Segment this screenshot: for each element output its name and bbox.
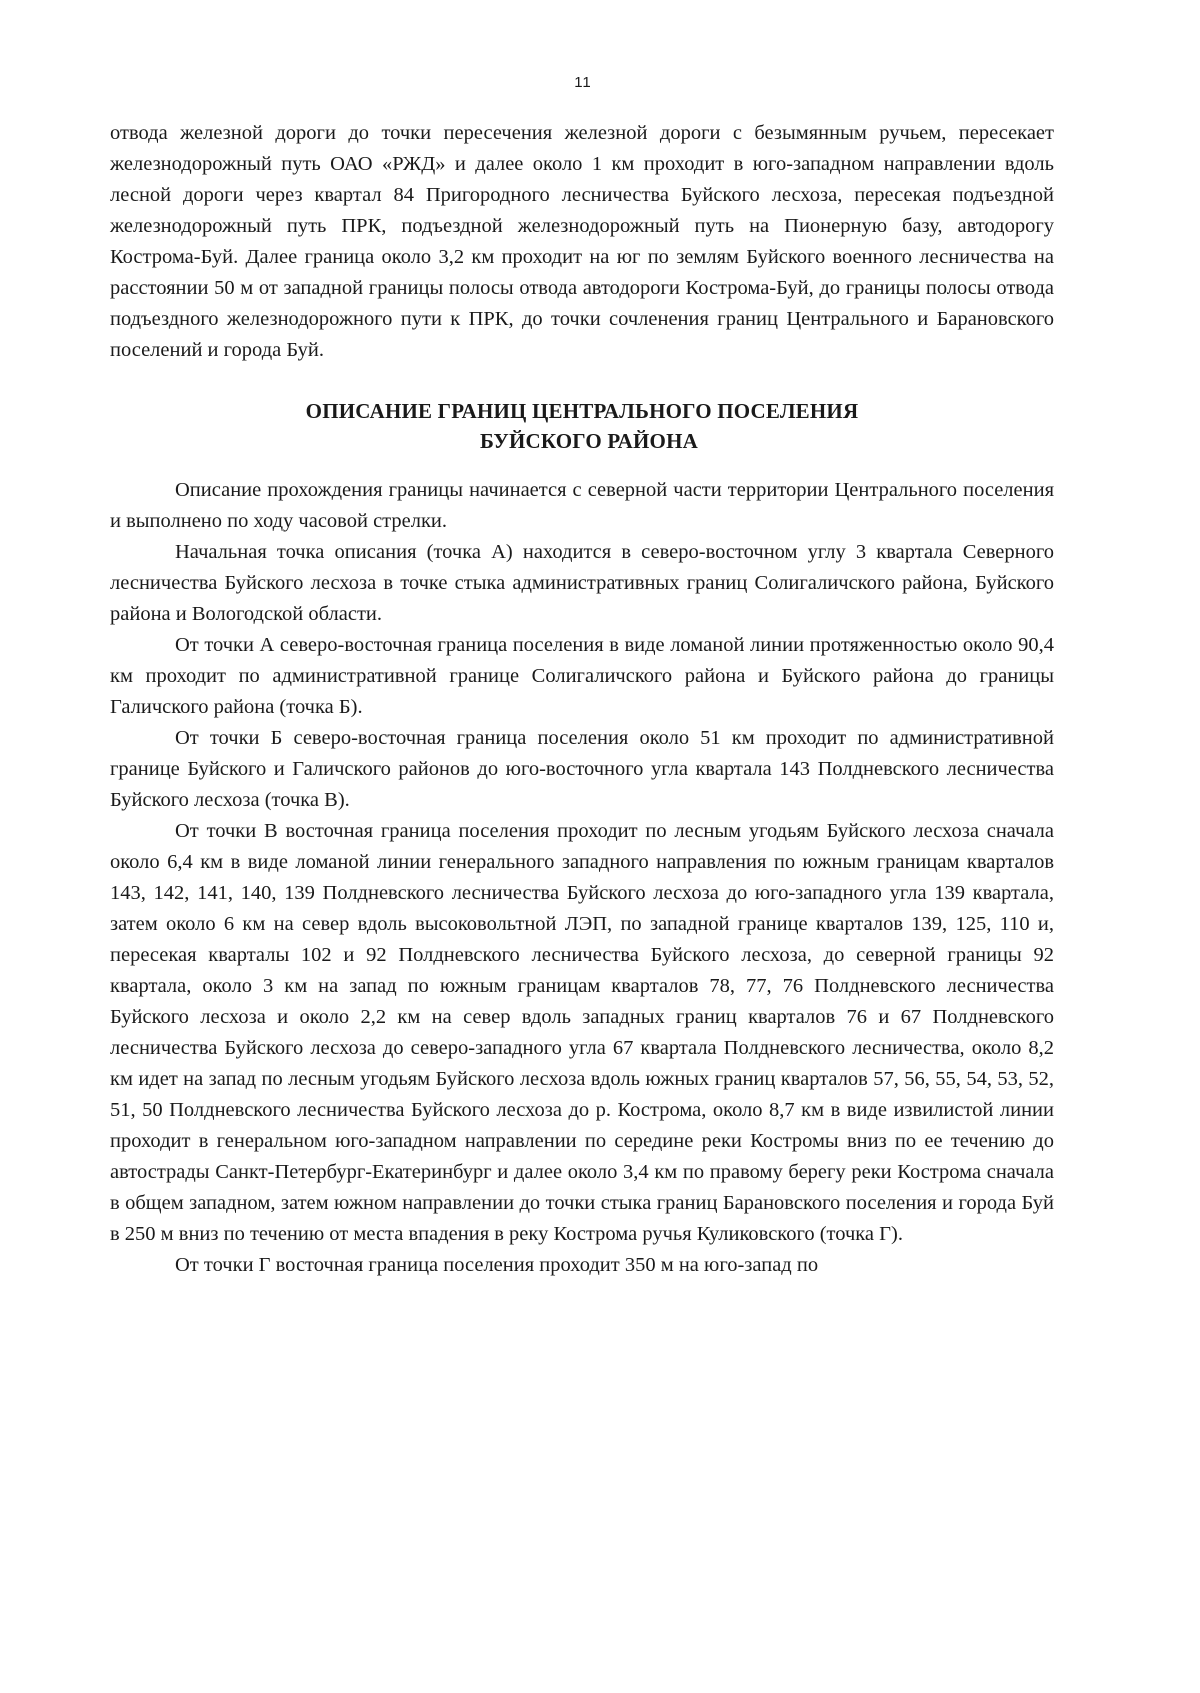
paragraph-intro: Описание прохождения границы начинается с северной части территории Центрального поселения и выполнено по ходу часовой стрелки. [110,479,1054,532]
paragraph-start-point: Начальная точка описания (точка А) находится в северо-восточном углу 3 квартала Северного лесничества Буйского лесхоза в точке стыка административных границ Солигаличского района, Буйского района и Вологодской области. [110,541,1054,625]
section-heading-line-2: БУЙСКОГО РАЙОНА [480,429,698,453]
continued-paragraph: отвода железной дороги до точки пересечения железной дороги с безымянным ручьем, пересекает железнодорожный путь ОАО «РЖД» и далее около 1 км проходит в юго-западном направлении вдоль лесной дороги через квартал 84 Пригородного лесничества Буйского лесхоза, пересекая подъездной железнодорожный путь ПРК, подъездной железнодорожный путь на Пионерную базу, автодорогу Кострома-Буй. Далее граница около 3,2 км проходит на юг по землям Буйского военного лесничества на расстоянии 50 м от западной границы полосы отвода автодороги Кострома-Буй, до границы полосы отвода подъездного железнодорожного пути к ПРК, до точки сочленения границ Центрального и Барановского поселений и города Буй. [110,122,1054,361]
section-heading-line-1: ОПИСАНИЕ ГРАНИЦ ЦЕНТРАЛЬНОГО ПОСЕЛЕНИЯ [305,399,859,423]
page-number: 11 [574,74,592,91]
paragraph-point-v: От точки В восточная граница поселения проходит по лесным угодьям Буйского лесхоза сначала около 6,4 км в виде ломаной линии генерального западного направления по южным границам кварталов 143, 142, 141, 140, 139 Полдневского лесничества Буйского лесхоза до юго-западного угла 139 квартала, затем около 6 км на север вдоль высоковольтной ЛЭП, по западной границе кварталов 139, 125, 110 и, пересекая кварталы 102 и 92 Полдневского лесничества Буйского лесхоза, до северной границы 92 квартала, около 3 км на запад по южным границам кварталов 78, 77, 76 Полдневского лесничества Буйского лесхоза и около 2,2 км на север вдоль западных границ кварталов 76 и 67 Полдневского лесничества Буйского лесхоза до северо-западного угла 67 квартала Полдневского лесничества, около 8,2 км идет на запад по лесным угодьям Буйского лесхоза вдоль южных границ кварталов 57, 56, 55, 54, 53, 52, 51, 50 Полдневского лесничества Буйского лесхоза до р. Кострома, около 8,7 км в виде извилистой линии проходит в генеральном юго-западном направлении по середине реки Костромы вниз по ее течению до автострады Санкт-Петербург-Екатеринбург и далее около 3,4 км по правому берегу реки Кострома сначала в общем западном, затем южном направлении до точки стыка границ Барановского поселения и города Буй в 250 м вниз по течению от места впадения в реку Кострома ручья Куликовского (точка Г). [110,820,1054,1245]
document-body [110,118,1054,1281]
section-heading [110,396,1054,456]
paragraph-point-b: От точки Б северо-восточная граница поселения около 51 км проходит по административной границе Буйского и Галичского районов до юго-восточного угла квартала 143 Полдневского лесничества Буйского лесхоза (точка В). [110,727,1054,811]
paragraph-point-g: От точки Г восточная граница поселения проходит 350 м на юго-запад по [175,1254,819,1276]
paragraph-point-a: От точки А северо-восточная граница поселения в виде ломаной линии протяженностью около 90,4 км проходит по административной границе Солигаличского района и Буйского района до границы Галичского района (точка Б). [110,634,1054,718]
